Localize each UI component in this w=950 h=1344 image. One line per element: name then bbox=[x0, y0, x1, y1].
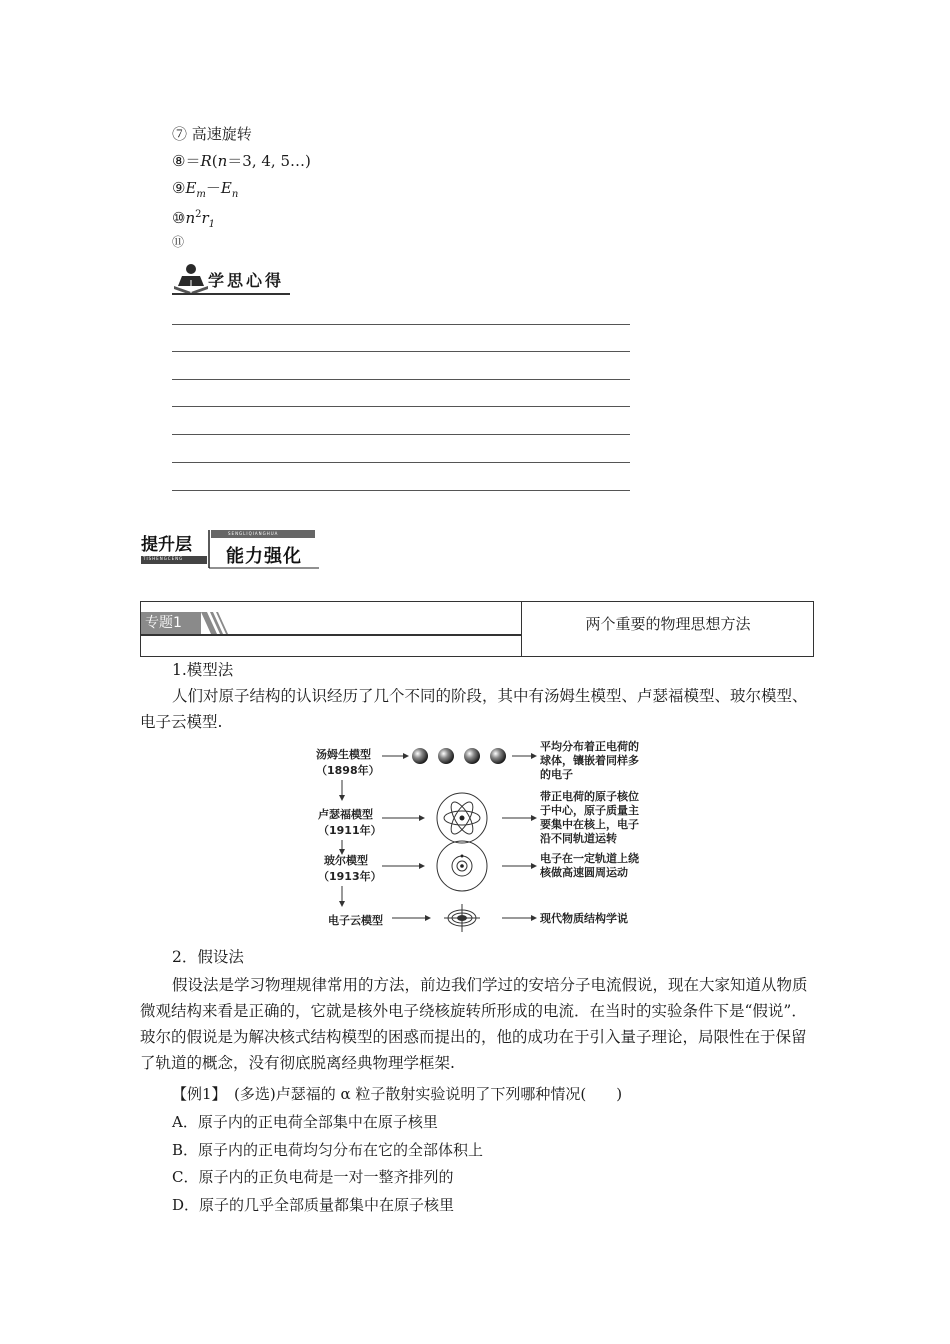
answer-8-n: n bbox=[217, 152, 228, 170]
model-desc-line: 带正电荷的原子核位 bbox=[540, 790, 639, 803]
note-line[interactable] bbox=[172, 324, 630, 325]
answer-9-minus: － bbox=[205, 179, 221, 197]
note-line[interactable] bbox=[172, 434, 630, 435]
model-name: 玻尔模型 bbox=[324, 854, 368, 867]
thomson-ball-icon bbox=[490, 748, 506, 764]
example-stem: (多选)卢瑟福的 α 粒子散射实验说明了下列哪种情况( ) bbox=[219, 1085, 623, 1103]
option-d[interactable]: D．原子的几乎全部质量都集中在原子核里 bbox=[172, 1196, 455, 1214]
thomson-ball-icon bbox=[464, 748, 480, 764]
answer-11: ⑪ bbox=[172, 235, 185, 249]
option-a[interactable]: A．原子内的正电荷全部集中在原子核里 bbox=[172, 1113, 438, 1131]
topic-tag-underline bbox=[141, 634, 521, 636]
thomson-ball-icon bbox=[438, 748, 454, 764]
answer-7: ⑦ 高速旋转 bbox=[172, 125, 252, 143]
topic-tag: 专题1 bbox=[141, 612, 201, 634]
answer-10-prefix: ⑩ bbox=[172, 209, 186, 227]
atom-models-diagram bbox=[310, 738, 690, 932]
level-subtitle-pinyin: SENGLIQIANGHUA bbox=[228, 531, 279, 536]
answer-8-rest: ＝3, 4, 5…) bbox=[227, 152, 311, 170]
answer-8-prefix: ⑧＝ bbox=[172, 152, 201, 170]
answer-9-e2: E bbox=[220, 179, 232, 197]
electron-cloud-icon bbox=[444, 904, 480, 932]
note-line[interactable] bbox=[172, 462, 630, 463]
model-desc-line: 现代物质结构学说 bbox=[540, 912, 628, 925]
note-line[interactable] bbox=[172, 351, 630, 352]
level-subtitle: 能力强化 bbox=[226, 546, 302, 567]
topic-title: 两个重要的物理思想方法 bbox=[585, 615, 751, 633]
model-desc-line: 沿不同轨道运转 bbox=[540, 832, 617, 845]
answer-9-e1: E bbox=[185, 179, 197, 197]
model-year: （1913年） bbox=[318, 870, 382, 883]
model-desc-line: 于中心，原子质量主 bbox=[540, 804, 639, 817]
answer-10-sub: 1 bbox=[208, 219, 216, 230]
note-line[interactable] bbox=[172, 379, 630, 380]
level-title: 提升层 bbox=[141, 535, 192, 555]
model-name: 汤姆生模型 bbox=[316, 748, 371, 761]
model-desc-line: 的电子 bbox=[540, 768, 573, 781]
thomson-ball-icon bbox=[412, 748, 428, 764]
model-desc-line: 电子在一定轨道上绕 bbox=[540, 852, 639, 865]
answer-8-paren: ( bbox=[211, 152, 218, 170]
option-b[interactable]: B．原子内的正电荷均匀分布在它的全部体积上 bbox=[172, 1141, 484, 1159]
note-line[interactable] bbox=[172, 406, 630, 407]
answer-10-n: n bbox=[185, 209, 196, 227]
note-line[interactable] bbox=[172, 490, 630, 491]
answer-8 bbox=[172, 151, 311, 171]
model-desc-line: 核做高速圆周运动 bbox=[540, 866, 628, 879]
example-question bbox=[172, 1081, 622, 1107]
model-name: 电子云模型 bbox=[328, 914, 383, 927]
model-desc-line: 平均分布着正电荷的 bbox=[540, 740, 639, 753]
model-year: （1911年） bbox=[318, 824, 382, 837]
answer-8-var: R bbox=[200, 152, 212, 170]
topic-tag-stripes-icon bbox=[201, 612, 231, 634]
section-2-paragraph: 假设法是学习物理规律常用的方法，前边我们学过的安培分子电流假说，现在大家知道从物质微观结构来看是正确的，它就是核外电子绕核旋转所形成的电流．在当时的实验条件下是“假说”．玻尔的假说是为解决核式结构模型的困惑而提出的，他的成功在于引入量子理论，局限性在于保留了轨道的概念，没有彻底脱离经典物理学框架. bbox=[140, 976, 808, 1072]
answer-9-sub-m: m bbox=[196, 189, 206, 200]
example-label: 【例1】 bbox=[172, 1085, 220, 1103]
notes-title-underline bbox=[172, 293, 290, 295]
model-desc-line: 球体，镶嵌着同样多 bbox=[540, 754, 639, 767]
option-c[interactable]: C．原子内的正负电荷是一对一整齐排列的 bbox=[172, 1168, 454, 1186]
notes-title: 学思心得 bbox=[208, 271, 285, 290]
model-year: （1898年） bbox=[316, 764, 380, 777]
answer-9-prefix: ⑨ bbox=[172, 179, 186, 197]
section-1-heading: 1.模型法 bbox=[172, 661, 234, 679]
section-1-paragraph: 人们对原子结构的认识经历了几个不同的阶段，其中有汤姆生模型、卢瑟福模型、玻尔模型、电子云模型. bbox=[140, 687, 808, 731]
answer-10-sup: 2 bbox=[195, 209, 202, 220]
answer-9-sub-n: n bbox=[231, 189, 239, 200]
model-desc-line: 要集中在核上，电子 bbox=[540, 818, 639, 831]
answer-9 bbox=[172, 178, 238, 205]
section-2-heading: 2．假设法 bbox=[172, 948, 244, 966]
level-title-pinyin: TISHENGCENG bbox=[143, 556, 184, 561]
model-name: 卢瑟福模型 bbox=[318, 808, 373, 821]
answer-10 bbox=[172, 205, 215, 235]
answer-10-r: r bbox=[201, 209, 209, 227]
